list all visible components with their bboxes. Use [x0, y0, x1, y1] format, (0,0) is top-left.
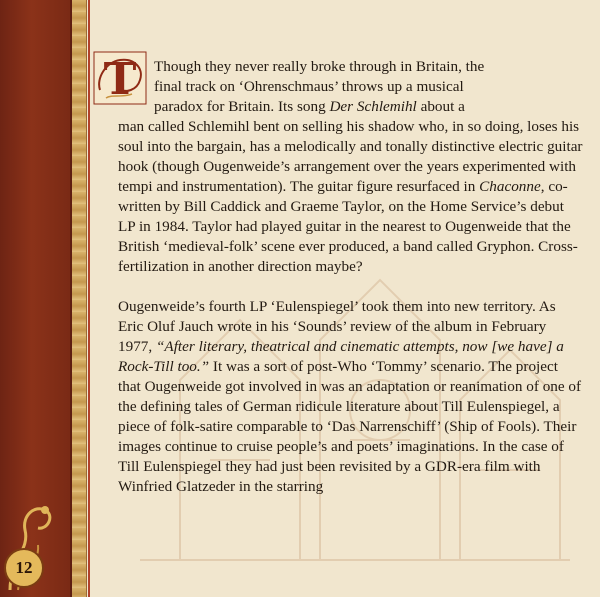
paragraph-1 — [118, 57, 584, 277]
paragraph-2-body: It was a sort of post-Who ‘Tommy’ scenario. The project that Ougenweide got involved in was an adaptation or reanimation of one of the defining tales of German ridicule literature about Till Eulenspiegel, a piece of folk-satire comparable to ‘Das Narrenschiff’ (Ship of Fools). Their images continue to cruise people’s and poets’ imaginations. In the case of Till Eulenspiegel they had just been revisited by a GDR-era film with Winfried Glatzeder in the starring — [118, 358, 582, 495]
paragraph-2 — [118, 297, 584, 497]
paragraph-2-intro: Ougenweide’s fourth LP ‘Eulenspiegel’ took them into new territory. As Eric Oluf Jauch wrote in his ‘Sounds’ review of the album in February 1977, — [118, 298, 556, 355]
paragraph-1-line-3 — [118, 97, 584, 117]
paragraph-1-line-2: final track on ‘Ohrenschmaus’ throws up a musical — [154, 78, 464, 95]
article-body — [118, 57, 584, 497]
drop-cap-letter: T — [103, 54, 137, 105]
paragraph-1-line-3-tail: about a — [416, 98, 465, 115]
page-number-badge: 12 — [4, 548, 44, 588]
paragraph-1-end: , co-written by Bill Caddick and Graeme Taylor, on the Home Service’s debut LP in 1984. Taylor had played guitar in the nearest to Ougenweide that the British ‘medieval-folk’ scene ever produced, a band called Gryphon. Cross-fertilization in another direction maybe? — [118, 178, 578, 275]
paragraph-1-body: man called Schlemihl bent on selling his shadow who, in so doing, loses his soul into the bargain, has a melodically and tonally distinctive electric guitar hook (though Ougenweide’s arrangement over the years experimented with tempi and instrumentation). The guitar figure resurfaced in — [118, 118, 583, 195]
paragraph-1-line-1: Though they never really broke through in Britain, the — [154, 58, 485, 75]
sounds-review-quote: “After literary, theatrical and cinematic attempts, now [we have] a Rock-Till too.” — [118, 338, 564, 375]
chaconne-title: Chaconne — [479, 178, 541, 195]
song-title-der-schlemihl: Der Schlemihl — [329, 98, 417, 115]
paragraph-1-line-3-text: paradox for Britain. Its song — [154, 98, 330, 115]
red-rule-line — [88, 0, 90, 597]
gold-border-strip — [70, 0, 87, 597]
